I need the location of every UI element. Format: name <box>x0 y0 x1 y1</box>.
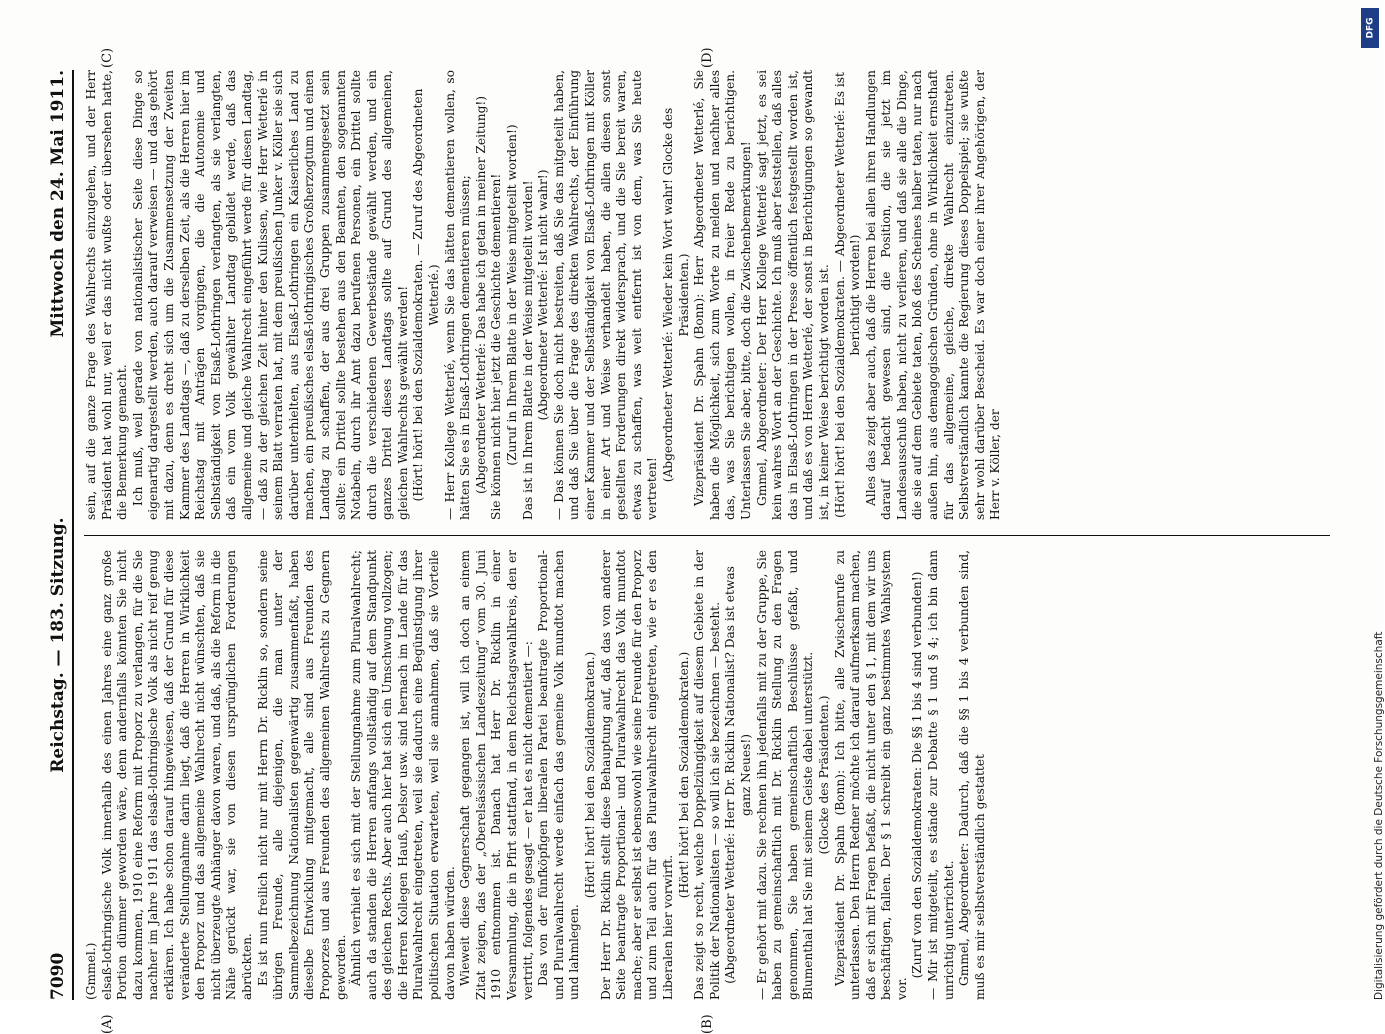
left-column-paragraph: Vizepräsident Dr. Spahn (Bonn): Ich bitte, alle Zwischenrufe zu unterlassen. Den Herrn Redner möchte ich darauf aufmerksam machen, daß er sich mit Fragen befaßt, die nicht unter den § 1, mit dem wir uns beschäftigen, fallen. Der § 1 schreibt ein ganz bestimmtes Wahlsystem vor. <box>832 550 909 1000</box>
right-column-paragraph: (Zuruf in Ihrem Blatte in der Weise mitgeteilt worden!) <box>505 124 520 466</box>
right-column <box>84 70 1324 520</box>
right-column-paragraph: — Das können Sie doch nicht bestreiten, daß Sie das mitgeteilt haben, und daß Sie über die Frage des direkten Wahlrechts, der Einführung einer Kammer und der Selbständigkeit von Elsaß-Lothringen mit Köller in einer Art und Weise verhandelt haben, die allen diesen sonst gestellten Forderungen direkt widersprach, und die Sie bereit waren, etwas zu schaffen, was weit entfernt ist von dem, was Sie heute vertreten! <box>551 70 660 520</box>
left-column-paragraph: (Abgeordneter Wetterlé: Herr Dr. Ricklin Nationalist? Das ist etwas ganz Neues!) <box>723 566 753 984</box>
left-column-paragraph: Es ist nun freilich nicht nur mit Herrn Dr. Ricklin so, sondern seine übrigen Freunde, alle diejenigen, die man unter der Sammelbezeichnung Nationalisten gegenwärtig zusammenfaßt, haben dieselbe Entwicklung mitgemacht, alle sind aus Freunden des Proporzes und aus Freunden des allgemeinen Wahlrechts zu Gegnern geworden. <box>255 550 348 1000</box>
right-column-paragraph: Sie können nicht hier jetzt die Geschichte dementieren! <box>489 173 504 520</box>
left-column <box>84 550 1324 1000</box>
page-number: 7090 <box>48 952 68 1000</box>
margin-marker-b: (B) <box>700 1014 715 1034</box>
right-column-paragraph: Gmmel, Abgeordneter: Der Herr Kollege Wetterlé sagt jetzt, es sei kein wahres Wort an der Geschichte. Ich muß aber feststellen, daß alles das in Elsaß-Lothringen in der Presse öffentlich festgestellt worden ist, und daß es von Herrn Wetterlé, der sonst in Berichtigungen so gewandt ist, in keiner Weise berichtigt worden ist. <box>754 70 831 520</box>
digitization-credit: Digitalisierung gefördert durch die Deutsche Forschungsgemeinschaft <box>1373 631 1385 1000</box>
right-column-paragraph: (Abgeordneter Wetterlé: Das habe ich getan in meiner Zeitung!) <box>473 95 488 495</box>
right-column-paragraph: Ich muß, weil gerade von nationalistischer Seite diese Dinge so eigenartig dargestellt werden, auch darauf verweisen — und das gehört mit dazu, denn es dreht sich um die Zusammensetzung der Zweiten Kammer des Landtags —, daß zu derselben Zeit, als die Herren hier im Reichstag mit Anträgen vorgingen, die die Autonomie und Selbständigkeit von Elsaß-Lothringen verlangten, als sie verlangten, daß ein vom Volk gewählter Landtag gebildet werde, daß das allgemeine und gleiche Wahlrecht eingeführt werde für diesen Landtag, — daß zu der gleichen Zeit hinter den Kulissen, wie Herr Wetterlé in seinem Blatt verraten hat, mit dem preußischen Junker v. Köller sie sich darüber unterhielten, aus Elsaß-Lothringen ein Kaiserliches Land zu machen, ein preußisches elsaß-lothringisches Großherzogtum und einen Landtag zu schaffen, der aus drei Gruppen zusammengesetzt sein sollte: ein Drittel sollte bestehen aus den Beamten, den sogenannten Notabeln, durch ihr Amt dazu berufenen Personen, ein Drittel sollte durch die verschiedenen Gewerbestände gewählt werden, und ein ganzes Drittel dieses Landtags sollte auf Grund des allgemeinen, gleichen Wahlrechts gewählt werden! <box>130 70 410 520</box>
left-column-paragraph: Das von der fünfköpfigen liberalen Partei beantragte Proportional- und Pluralwahlrecht werde einfach das gemeine Volk mundtot machen und lahmlegen. <box>536 550 582 1000</box>
left-column-paragraph: Ähnlich verhielt es sich mit der Stellungnahme zum Pluralwahlrecht; auch da standen die Herren anfangs vollständig auf dem Standpunkt des gleichen Rechts. Aber auch hier hat sich ein Umschwung vollzogen; die Herren Kollegen Hauß, Delsor usw. sind hernach im Lande für das Pluralwahlrecht eingetreten, weil sie dadurch eine Begünstigung ihrer politischen Situation erwarteten, weil sie annahmen, daß sie Vorteile davon haben würden. <box>349 550 457 1000</box>
left-column-paragraph: Der Herr Dr. Ricklin stellt diese Behauptung auf, daß das von anderer Seite beantragte Proportional- und Pluralwahlrecht das Volk mundtot mache; aber er selbst ist ebensowohl wie seine Freunde für den Proporz und zum Teil auch für das Pluralwahlrecht eingetreten, wie er es den Liberalen hier vorwirft. <box>598 550 675 1000</box>
right-column-paragraph: — Herr Kollege Wetterlé, wenn Sie das hätten dementieren wollen, so hätten Sie es in Elsaß-Lothringen dementieren müssen; <box>442 70 473 520</box>
left-column-paragraph: (Gmmel.) <box>84 942 98 1000</box>
credit-sidebar <box>1361 300 1385 1000</box>
right-column-paragraph: Das ist in Ihrem Blatte in der Weise mitgeteilt worden! <box>520 180 535 520</box>
margin-marker-a: (A) <box>100 1014 115 1034</box>
right-column-paragraph: (Hört! hört! bei den Sozialdemokraten. — Zuruf des Abgeordneten Wetterlé.) <box>411 88 442 502</box>
left-column-paragraph: (Glocke des Präsidenten.) <box>816 695 831 855</box>
margin-marker-c: (C) <box>100 47 115 68</box>
left-column-paragraph: Wieweit diese Gegnerschaft gegangen ist, will ich doch an einem Zitat zeigen, das der „Oberelsässischen Landeszeitung“ vom 30. Juni 1910 entnommen ist. Danach hat Herr Dr. Ricklin in einer Versammlung, die in Pfirt stattfand, in dem Reichstagswahlkreis, den er vertritt, folgendes gesagt — er hat es nicht dementiert —: <box>458 550 535 1000</box>
right-column-paragraph: (Abgeordneter Wetterlé: Wieder kein Wort wahr! Glocke des Präsidenten.) <box>660 107 691 483</box>
right-column-paragraph: Vizepräsident Dr. Spahn (Bonn): Herr Abgeordneter Wetterlé, Sie haben die Möglichkeit, sich zum Worte zu melden und nachher alles das, was Sie berichtigen wollen, in freier Rede zu berichtigen. Unterlassen Sie aber, bitte, doch die Zwischenbemerkungen! <box>692 70 753 520</box>
left-column-paragraph: — Mir ist mitgeteilt, es stände zur Debatte § 1 und § 4; ich bin dann unrichtig unterrichtet. <box>926 550 956 1000</box>
left-column-paragraph: elsaß-lothringische Volk innerhalb des einen Jahres eine ganz große Portion dümmer geworden wäre, denn andernfalls könnten Sie nicht dazu kommen, 1910 eine Reform mit Proporz zu verlangen, für die Sie nachher im Jahre 1911 das elsaß-lothringische Volk als nicht reif genug erklären. Ich habe schon darauf hingewiesen, daß der Grund für diese veränderte Stellungnahme darin liegt, daß die Herren in Wirklichkeit den Proporz und das allgemeine Wahlrecht nicht wünschten, daß sie nicht überzeugte Anhänger davon waren, und daß, als die Reform in die Nähe gerückt war, sie von diesen ursprünglichen Forderungen abrückten. <box>99 550 254 1000</box>
session-date: Mittwoch den 24. Mai 1911. <box>48 70 68 338</box>
right-column-paragraph: Alles das zeigt aber auch, daß die Herren bei allen ihren Handlungen darauf bedacht gewesen sind, die Position, die sie jetzt im Landesausschuß haben, nicht zu verlieren, und daß sie alle die Dinge, die sie auf dem Gebiete taten, bloß des Scheines halber taten, nur nach außen hin, aus demagogischen Gründen, ohne in Wirklichkeit ernsthaft für das allgemeine, gleiche, direkte Wahlrecht einzutreten. Selbstverständlich kannte die Regierung dieses Doppelspiel; sie wußte sehr wohl darüber Bescheid. Es war doch einer ihrer Angehörigen, der Herr v. Köller, der <box>863 70 1003 520</box>
margin-marker-d: (D) <box>700 47 715 68</box>
right-column-paragraph: (Hört! hört! bei den Sozialdemokraten. — Abgeordneter Wetterlé: Es ist berichtigt worden!) <box>832 72 863 518</box>
left-column-paragraph: Gmmel, Abgeordneter: Dadurch, daß die §§ 1 bis 4 verbunden sind, muß es mir selbstverständlich gestattet <box>957 550 987 1000</box>
page-header <box>40 70 74 1000</box>
column-divider <box>84 535 1330 536</box>
left-column-paragraph: (Hört! hört! bei den Sozialdemokraten.) <box>583 651 597 899</box>
left-column-paragraph: Das zeigt so recht, welche Doppelzüngigkeit auf diesem Gebiete in der Politik der Nationalisten — so will ich sie bezeichnen — besteht. <box>692 550 722 1000</box>
right-column-paragraph: (Abgeordneter Wetterlé: Ist nicht wahr!) <box>536 169 551 421</box>
left-column-paragraph: (Hört! hört! bei den Sozialdemokraten.) <box>676 651 691 899</box>
left-column-paragraph: (Zuruf von den Sozialdemokraten: Die §§ 1 bis 4 sind verbunden!) <box>910 571 925 979</box>
left-column-paragraph: — Er gehört mit dazu. Sie rechnen ihn jedenfalls mit zu der Gruppe, Sie haben zu gemeinschaftlich mit Dr. Ricklin Stellung zu den Fragen genommen, Sie haben gemeinschaftlich Beschlüsse gefaßt, und Blumenthal hat Sie mit seinem Geiste dabei unterstützt. <box>754 550 816 1000</box>
session-title: Reichstag. — 183. Sitzung. <box>48 517 68 773</box>
dfg-logo: DFG <box>1361 8 1379 48</box>
rotated-page-content <box>40 47 1330 1034</box>
right-column-paragraph: sein, auf die ganze Frage des Wahlrechts einzugehen, und der Herr Präsident hat wohl nur, weil er das nicht wußte oder übersehen hatte, die Bemerkung gemacht. <box>84 70 130 520</box>
